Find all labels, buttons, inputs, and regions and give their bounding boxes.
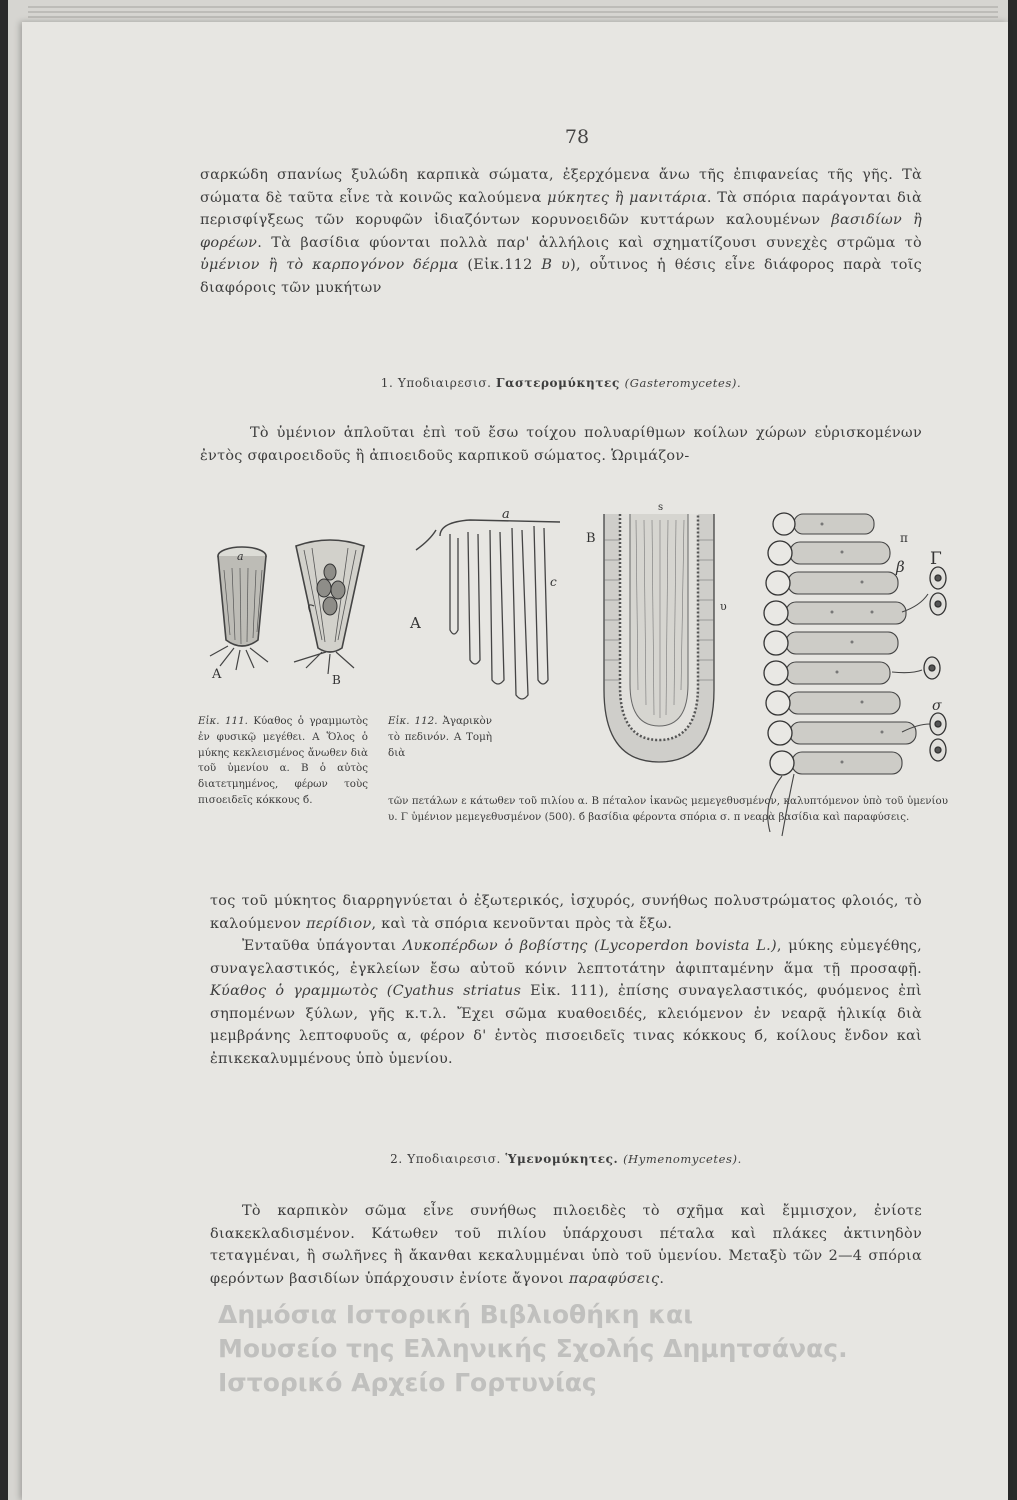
- fig-label-B: B: [332, 673, 341, 686]
- caption-figure-112-top: [388, 714, 492, 761]
- figure-number: Εἰκ. 111.: [198, 715, 248, 727]
- fig-label-a: a: [237, 550, 244, 563]
- figure-112-a: [400, 510, 570, 710]
- section-heading-gasteromycetes: [200, 376, 922, 390]
- term-mykites: μύκητες ἢ μανιτάρια: [547, 189, 707, 206]
- fig-label-beta: β: [896, 558, 905, 576]
- section-label: Υποδιαιρεσισ.: [397, 376, 496, 390]
- paragraph-gasteromycetes: Τὸ ὑμένιον ἁπλοῦται ἐπὶ τοῦ ἔσω τοίχου πολυαρίθμων κοίλων χώρων εὑρισκομένων ἐντὸς σφαιροειδοῦς ἢ ἀπιοειδοῦς καρπικοῦ σώματος. Ὡριμάζον-: [200, 425, 922, 464]
- text: Εἰκ. 111), ἐπίσης συναγελαστικός, φυόμενος ἐπὶ σηπομένων ξύλων, γῆς κ.τ.λ. Ἔχει σῶμα κυαθοειδές, κλειόμενον ἐν νεαρᾷ ἡλικίᾳ διὰ μεμβράνης λεπτοφυοῦς α, φέρον δ' ἐντὸς πισοειδεῖς τινας κόκκους б, κοίλους ἔνδον καὶ ἐπικεκαλυμμένους ὑπὸ ὑμενίου.: [210, 983, 922, 1067]
- library-watermark: [218, 1298, 848, 1400]
- paragraph-intro: [200, 164, 922, 300]
- text: , μύκης εὐμεγέθης, συναγελαστικός, ἐγκλείων ἔσω αὐτοῦ κόνιν λεπτοτάτην ἀφιπταμένην ἅμα τῇ προσαφῇ.: [210, 938, 922, 977]
- text: , καὶ τὰ σπόρια κενοῦνται πρὸς τὰ ἔξω.: [371, 915, 673, 932]
- caption-text: Κύαθος ὁ γραμμωτὸς ἐν φυσικῷ μεγέθει. Α Ὅλος ὁ μύκης κεκλεισμένος ἄνωθεν διὰ τοῦ ὑμενίου α. Β ὁ αὐτὸς διατετμημένος, φέρων τοὺς πισοειδεῖς κόκκους б.: [198, 715, 369, 806]
- section-number: 1.: [380, 376, 398, 390]
- text: Τὸ καρπικὸν σῶμα εἶνε συνήθως πιλοειδὲς τὸ σχῆμα καὶ ἔμμισχον, ἐνίοτε διακεκλαδισμένον. Κάτωθεν τοῦ πιλίου ὑπάρχουσι πέταλα καὶ πλάκες ἀκτινηδὸν τεταγμέναι, ἢ σωλῆνες ἢ ἄκανθαι κεκαλυμμέναι ὑπὸ τοῦ ὑμενίου. Μεταξὺ τῶν 2—4 σπόρια φερόντων βασιδίων ὑπάρχουσιν ἐνίοτε ἄγονοι: [210, 1203, 922, 1287]
- page-number: 78: [564, 126, 590, 148]
- watermark-line: Ιστορικό Αρχείο Γορτυνίας: [218, 1368, 597, 1397]
- term-hymenion: ὑμένιον ἢ τὸ καρπογόνον δέρμα: [200, 257, 459, 274]
- watermark-line: Μουσείο της Ελληνικής Σχολής Δημητσάνας.: [218, 1334, 848, 1363]
- caption-text: Ἀγαρικὸν τὸ πεδινόν. Α Τομὴ διὰ: [388, 715, 492, 759]
- page-stack: [8, 0, 1008, 1500]
- page-edge: [28, 16, 998, 18]
- term-lycoperdon: Λυκοπέρδων ὁ βοβίστης (Lycoperdon bovista L.): [402, 938, 777, 954]
- section-number: 2.: [390, 1152, 408, 1166]
- term-cyathus: Κύαθος ὁ γραμμωτὸς (Cyathus striatus: [210, 983, 522, 1000]
- paragraph-examples: [210, 935, 922, 1071]
- section-latin: (Hymenomycetes).: [623, 1152, 742, 1166]
- paragraph-hymenomycetes: [210, 1200, 922, 1290]
- section-heading-hymenomycetes: [210, 1152, 922, 1166]
- text: Ἐνταῦθα ὑπάγονται: [242, 938, 403, 954]
- term-peridion: περίδιον: [306, 915, 372, 932]
- figure-111-b: [288, 536, 372, 686]
- paragraph-peridium: [210, 890, 922, 935]
- fig-label-A2: A: [410, 614, 421, 632]
- text: . Τὰ σπόρια παράγονται διὰ περισφίγξεως τῶν κορυφῶν ἰδιαζόντων κορυνοειδῶν κυττάρων καλουμένων: [200, 189, 923, 229]
- fig-label-v: υ: [720, 600, 727, 613]
- section-label: Υποδιαιρεσισ.: [407, 1152, 506, 1166]
- fig-label-A: A: [212, 667, 222, 680]
- text: τος τοῦ μύκητος διαρρηγνύεται ὁ ἐξωτερικός, ἰσχυρός, συνήθως πολυστρώματος φλοιός, τὸ καλούμενον: [210, 893, 922, 932]
- page-edge: [28, 6, 998, 8]
- fig-label-a2: a: [502, 510, 510, 522]
- figure-112-b: [584, 500, 734, 770]
- book-page: [22, 22, 1008, 1500]
- text: (Εἰκ.112: [458, 257, 542, 274]
- term-basidia: βασιδίων ἢ φορέων: [200, 212, 922, 251]
- fig-label-pi: π: [900, 531, 908, 545]
- figure-ref: Β υ: [541, 257, 571, 274]
- section-title: Γαστερομύκητες: [496, 376, 625, 390]
- fig-label-Gamma: Γ: [930, 549, 942, 569]
- fig-label-s: s: [658, 502, 664, 513]
- fig-label-sigma: σ: [932, 698, 942, 714]
- term-paraphyses: παραφύσεις: [568, 1270, 660, 1287]
- fig-label-B2: B: [586, 531, 596, 546]
- fig-label-c: c: [550, 575, 557, 589]
- figure-number: Εἰκ. 112.: [388, 715, 438, 727]
- caption-figure-112-bottom: τῶν πετάλων ε κάτωθεν τοῦ πιλίου α. Β πέταλον ἱκανῶς μεμεγεθυσμένον, καλυπτόμενον ὑπὸ τοῦ ὑμενίου υ. Γ ὑμένιον μεμεγεθυσμένον (500). б βασίδια φέροντα σπόρια σ. π νεαρὰ βασίδια καὶ παραφύσεις.: [388, 795, 948, 823]
- text: . Τὰ βασίδια φύονται πολλὰ παρ' ἀλλήλοις καὶ σχηματίζουσι συνεχὲς στρῶμα τὸ: [257, 234, 922, 251]
- figure-111-a: [206, 540, 278, 680]
- caption-figure-111: [198, 714, 368, 809]
- section-latin: (Gasteromycetes).: [624, 376, 742, 390]
- text: .: [659, 1270, 665, 1287]
- text: ), οὗτινος ἡ θέσις εἶνε διάφορος παρὰ τοῖς διαφόροις τῶν μυκήτων: [200, 257, 922, 296]
- figure-112-gamma: [742, 502, 982, 842]
- section-title: Ὑμενομύκητες.: [505, 1152, 624, 1166]
- text: σαρκώδη σπανίως ξυλώδη καρπικὰ σώματα, ἐξερχόμενα ἄνω τῆς ἐπιφανείας τῆς γῆς. Τὰ σώματα δὲ ταῦτα εἶνε τὰ κοινῶς καλούμενα: [200, 167, 922, 206]
- watermark-line: Δημόσια Ιστορική Βιβλιοθήκη και: [218, 1300, 693, 1329]
- page-edge: [28, 11, 998, 13]
